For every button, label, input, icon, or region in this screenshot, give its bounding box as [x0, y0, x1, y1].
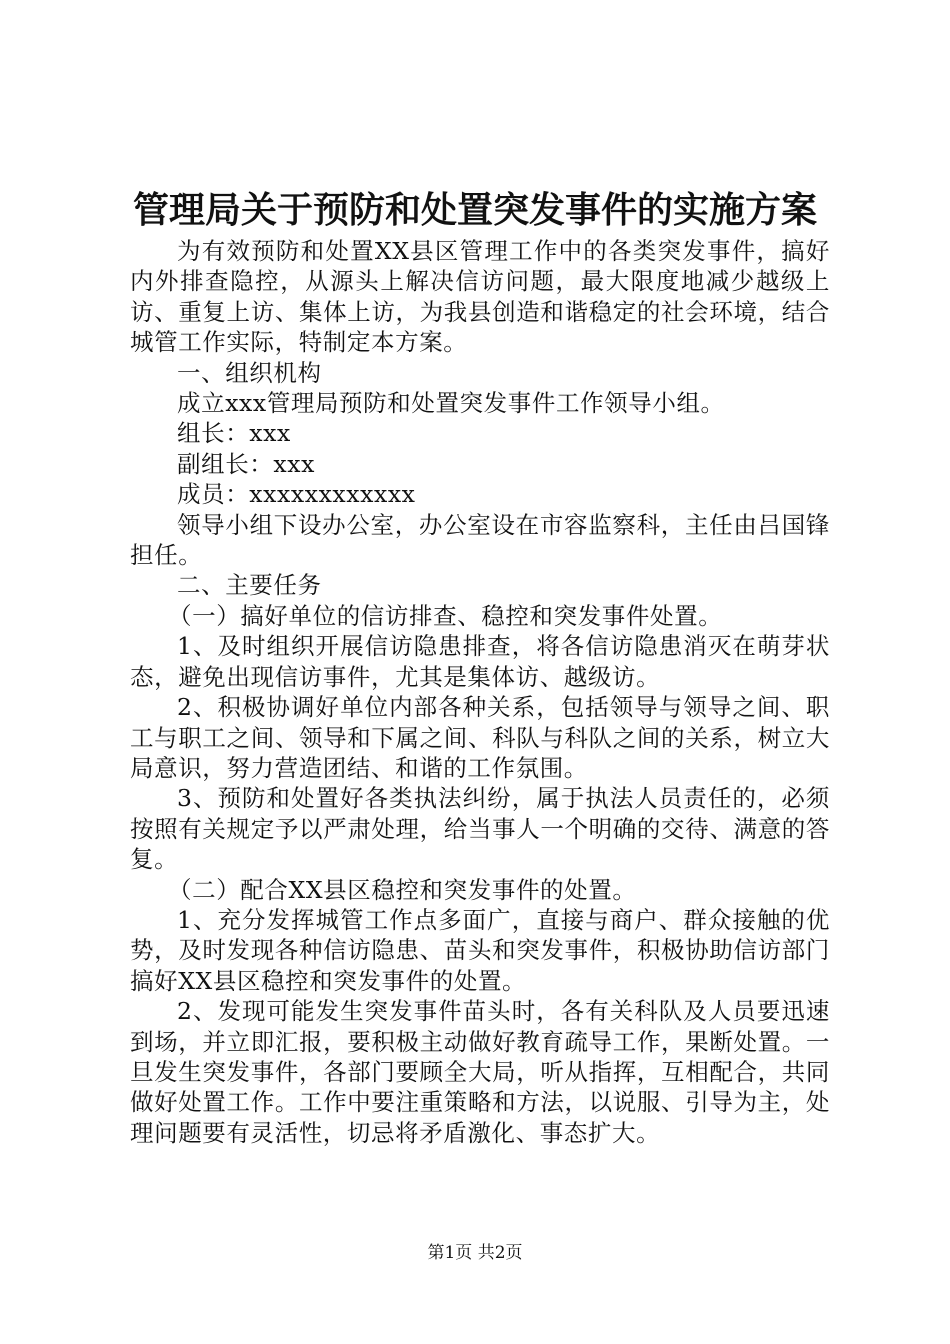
paragraph-task-1-1: 1、及时组织开展信访隐患排查，将各信访隐患消灭在萌芽状态，避免出现信访事件，尤其是集体访、越级访。 [130, 632, 830, 691]
paragraph-task-1-3: 3、预防和处置好各类执法纠纷，属于执法人员责任的，必须按照有关规定予以严肃处理，给当事人一个明确的交待、满意的答复。 [130, 784, 830, 874]
subsection-heading-2: （二）配合XX县区稳控和突发事件的处置。 [168, 875, 637, 904]
paragraph-task-1-2: 2、积极协调好单位内部各种关系，包括领导与领导之间、职工与职工之间、领导和下属之间、科队与科队之间的关系，树立大局意识，努力营造团结、和谐的工作氛围。 [130, 693, 830, 782]
paragraph-group-leader: 组长：xxx [177, 419, 291, 448]
paragraph-task-2-2: 2、发现可能发生突发事件苗头时，各有关科队及人员要迅速到场，并立即汇报，要积极主动做好教育疏导工作，果断处置。一旦发生突发事件，各部门要顾全大局，听从指挥，互相配合，共同做好处置工作。工作中要注重策略和方法，以说服、引导为主，处理问题要有灵活性，切忌将矛盾激化、事态扩大。 [130, 997, 830, 1147]
paragraph-establish-group: 成立xxx管理局预防和处置突发事件工作领导小组。 [177, 389, 725, 418]
paragraph-task-2-1: 1、充分发挥城管工作点多面广，直接与商户、群众接触的优势，及时发现各种信访隐患、苗头和突发事件，积极协助信访部门搞好XX县区稳控和突发事件的处置。 [130, 905, 830, 995]
paragraph-office: 领导小组下设办公室，办公室设在市容监察科，主任由吕国锋担任。 [130, 510, 830, 570]
document-title: 管理局关于预防和处置突发事件的实施方案 [132, 189, 817, 231]
section-heading-organization: 一、组织机构 [177, 358, 322, 387]
subsection-heading-1: （一）搞好单位的信访排查、稳控和突发事件处置。 [168, 601, 723, 630]
paragraph-intro: 为有效预防和处置XX县区管理工作中的各类突发事件，搞好内外排查隐控，从源头上解决信访问题，最大限度地减少越级上访、重复上访、集体上访，为我县创造和谐稳定的社会环境，结合城管工作实际，特制定本方案。 [130, 237, 830, 357]
section-heading-tasks: 二、主要任务 [177, 571, 322, 600]
paragraph-members: 成员：xxxxxxxxxxxx [177, 480, 416, 509]
paragraph-deputy-leader: 副组长：xxx [177, 449, 315, 478]
page-footer: 第1页 共2页 [427, 1243, 523, 1263]
document-body [130, 236, 830, 1148]
